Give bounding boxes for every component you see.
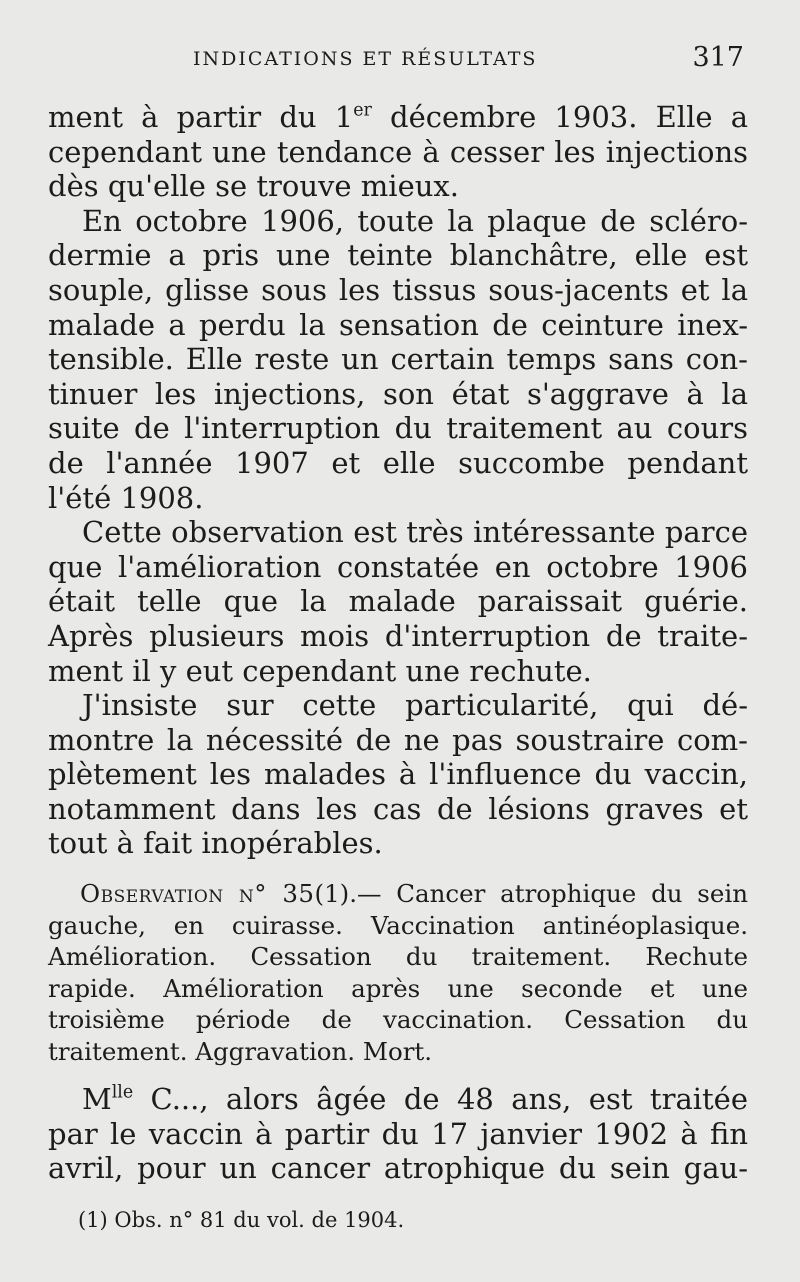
footnote: (1) Obs. n° 81 du vol. de 1904.: [78, 1208, 405, 1232]
footnote-ref: (1).: [314, 879, 358, 908]
text-line: de l'année 1907 et elle succombe pendant: [48, 445, 748, 480]
text-fragment: décembre 1903. Elle a: [371, 100, 748, 134]
text-line: ment il y eut cependant une rechute.: [48, 653, 592, 688]
text-fragment: ment à partir du 1: [48, 100, 354, 134]
text-line: tensible. Elle reste un certain temps sans con-: [48, 342, 748, 377]
text-line: souple, glisse sous les tissus sous-jacents et la: [48, 272, 748, 307]
text-fragment: C..., alors âgée de 48 ans, est traitée: [133, 1082, 748, 1116]
text-line: dès qu'elle se trouve mieux.: [48, 169, 459, 204]
text-line: dermie a pris une teinte blanchâtre, elle est: [48, 238, 748, 273]
text-line: [48, 1082, 748, 1117]
text-line: plètement les malades à l'influence du vaccin,: [48, 757, 748, 792]
text-line: [48, 100, 748, 135]
text-line: Après plusieurs mois d'interruption de traite-: [48, 618, 748, 653]
text-line: par le vaccin à partir du 17 janvier 1902 à fin: [48, 1116, 748, 1151]
text-line: montre la nécessité de ne pas soustraire com-: [48, 722, 748, 757]
text-fragment: — Cancer atrophique du sein: [357, 879, 748, 908]
text-line: l'été 1908.: [48, 480, 204, 515]
text-line: gauche, en cuirasse. Vaccination antinéoplasique.: [48, 910, 748, 940]
observation-label: Observation n° 35: [80, 879, 315, 908]
text-line: notamment dans les cas de lésions graves et: [48, 791, 748, 826]
case-text: [48, 1082, 748, 1186]
main-text: [48, 100, 748, 861]
page-number: 317: [692, 42, 744, 73]
text-line: avril, pour un cancer atrophique du sein gau-: [48, 1151, 748, 1186]
running-title: INDICATIONS ET RÉSULTATS: [193, 48, 538, 70]
text-fragment: M: [82, 1082, 112, 1116]
text-line: rapide. Amélioration après une seconde et une: [48, 973, 748, 1003]
text-line: tout à fait inopérables.: [48, 826, 383, 861]
observation-heading: [48, 878, 748, 1067]
text-line: malade a perdu la sensation de ceinture inex-: [48, 307, 748, 342]
text-line: J'insiste sur cette particularité, qui dé-: [82, 688, 748, 723]
text-line: En octobre 1906, toute la plaque de scléro-: [82, 203, 748, 238]
superscript: er: [353, 100, 372, 121]
text-line: traitement. Aggravation. Mort.: [48, 1036, 433, 1066]
text-line: troisième période de vaccination. Cessation du: [48, 1005, 748, 1034]
text-line: Cette observation est très intéressante parce: [82, 515, 748, 550]
text-line: tinuer les injections, son état s'aggrave à la: [48, 376, 748, 411]
text-line: était telle que la malade paraissait guérie.: [48, 584, 748, 619]
text-line: cependant une tendance à cesser les injections: [48, 134, 748, 169]
text-line: que l'amélioration constatée en octobre 1906: [48, 549, 748, 584]
text-line: suite de l'interruption du traitement au cours: [48, 411, 748, 446]
superscript: lle: [111, 1082, 134, 1103]
page-header: [48, 40, 748, 80]
text-line: [48, 878, 748, 910]
text-line: Amélioration. Cessation du traitement. Rechute: [48, 942, 748, 971]
